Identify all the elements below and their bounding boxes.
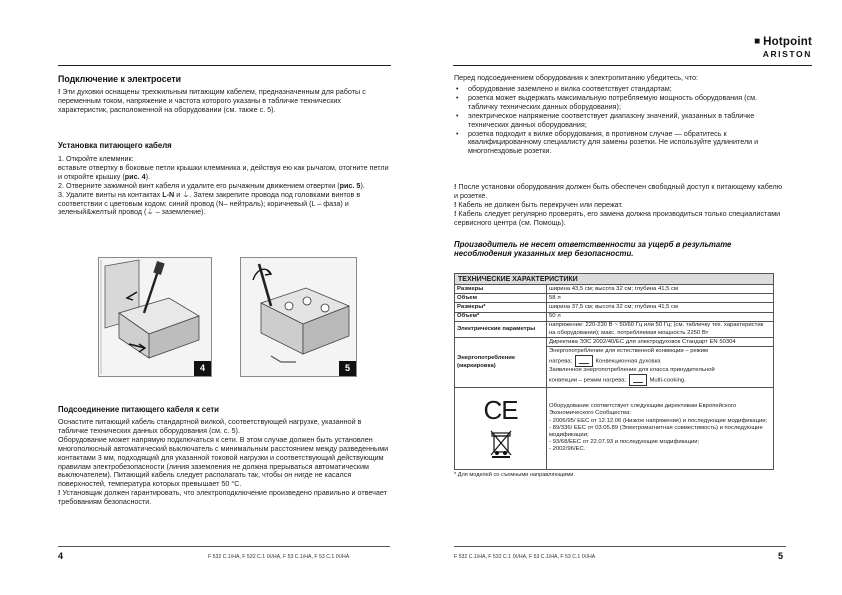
mains-para-1: Оснастите питающий кабель стандартной вилкой, соответствующей нагрузке, указанной в табличке технических данных оборудования (см. с. 5).: [58, 417, 362, 435]
top-rule: [453, 65, 812, 66]
brand-name: Hotpoint: [763, 36, 812, 48]
sub-heading-cable: Установка питающего кабеля: [58, 141, 172, 150]
table-row: Объем* 50 л: [455, 312, 774, 321]
footer-rule: [454, 546, 786, 547]
page-number: 4: [58, 551, 64, 561]
table-row: [455, 387, 774, 469]
figure-number-5: 5: [339, 361, 356, 376]
safety-note: ! После установки оборудования должен быть обеспечен свободный доступ к питающему кабелю и розетке.: [454, 182, 783, 200]
check-item: • розетка может выдержать максимальную потребляемую мощность оборудования (см. табличку технических данных оборудования);: [468, 94, 786, 112]
brand-square-icon: ■: [754, 36, 761, 47]
oven-fan-icon: [629, 374, 647, 386]
step-1b: вставьте отвертку в боковые петли крышки клеммника и, действуя ею как рычагом, отогните петли и откройте крышку (рис. 4).: [58, 162, 389, 181]
table-row: [455, 338, 774, 347]
energy-value: Энергопотребление для естественной конвекции – режим нагрева: Конвекционная духовка Заявленное энергопотребление для класса принудительной конвекции – режим нагрева: Multi-cooking.: [547, 347, 774, 387]
electrical-label: Электрические параметры: [455, 321, 547, 337]
figure-4-terminal-cover: [98, 257, 212, 377]
table-row: Размеры ширина 43,5 см; высота 32 см; глубина 41,5 см: [455, 285, 774, 294]
figure-number-4: 4: [194, 361, 211, 376]
safety-note: ! Кабель следует регулярно проверять, его замена должна производиться только специалистами сервисного центра (см. Помощь).: [454, 208, 781, 227]
safety-notes: [454, 183, 786, 228]
check-list: [454, 85, 786, 156]
safety-note: ! Кабель не должен быть перекручен или пережат.: [454, 199, 624, 209]
check-item: • розетка подходит к вилке оборудования, в противном случае — обратитесь к квалифицированному специалисту для замены розетки. Не используйте удлинители и многогнездовые розетки.: [468, 130, 786, 157]
table-row: Объем 58 л: [455, 294, 774, 303]
intro-text: Эти духовки оснащены трехжильным питающим кабелем, предназначенным для работы с переменным током, напряжение и частота которого указаны в табличке технических характеристик, расположенной на оборудовании (см. также с. 5).: [58, 87, 366, 114]
footer-rule: [58, 546, 390, 547]
table-row: Размеры* ширина 37,5 см; высота 32 см; глубина 41,5 см: [455, 303, 774, 312]
top-rule: [58, 65, 391, 66]
brand-logo: [754, 36, 812, 59]
step-2: 2. Отверните зажимной винт кабеля и удалите его рычажным движением отвертки (рис. 5).: [58, 180, 365, 190]
step-1: 1. Откройте клеммник:: [58, 154, 134, 163]
emc-value: Директива ЭЗС 2002/40/ЕС для электродуховок Стандарт EN 50304: [547, 338, 774, 347]
directives-cell: Оборудование соответствует следующим директивам Европейского Экономического Сообщества: - 2006/95/ EEC от 12.12.06 (Низкое напряжение) и последующие модификации; - 89/336/ EEC от 03.05.89 (Электромагнитная совместимость) и последующие модификации; - 93/68/EEC от 22.07.93 и последующие модификации; - 2002/96/EC.: [547, 387, 774, 469]
liability-warning: Производитель не несет ответственности за ущерб в результате несоблюдения указанных мер безопасности.: [454, 240, 732, 259]
weee-bin-icon: [490, 430, 512, 458]
mains-para-2: Оборудование может напрямую подключаться к сети. В этом случае должен быть установлен многополюсный автоматический выключатель с минимальным расстоянием между разведенными контактами 3 мм, подходящий для указанной токовой нагрузки и соответствующий действующим правилам электробезопасности (линия заземления не должна прерываться автоматическим выключателем). Питающий кабель следует располагать так, чтобы он нигде не касался поверхностей, температура которых превышает 50 °C.: [58, 434, 389, 489]
tech-specs-table: [454, 273, 774, 470]
footer-models: F 532 C.1/HA, F 532 C.1 IX/HA, F 53 C.1/HA, F 53 C.1 IX/HA: [208, 554, 350, 560]
tech-table-wrap: [454, 273, 774, 478]
footer-models: F 532 C.1/HA, F 532 C.1 IX/HA, F 53 C.1/HA, F 53 C.1 IX/HA: [454, 554, 596, 560]
mains-section-body: [58, 418, 390, 507]
electrical-value: напряжение: 220-230 В ~ 50/60 Гц или 50 Гц; (см. табличку тех. характеристик на оборудовании); макс. потребляемая мощность 2250 Вт: [547, 321, 774, 337]
mains-para-3: ! Установщик должен гарантировать, что электроподключение произведено правильно и отвечает требованиям безопасности.: [58, 488, 387, 507]
warning-mark: !: [58, 87, 61, 96]
ce-mark-icon: CE: [483, 394, 518, 425]
cable-clamp-illustration: [241, 258, 356, 376]
terminal-cover-illustration: [99, 258, 211, 376]
check-item: • электрическое напряжение соответствует диапазону значений, указанных в табличке технических данных оборудования;: [468, 112, 786, 130]
pre-connection-intro: Перед подсоединением оборудования к электропитанию убедитесь, что:: [454, 73, 698, 82]
compliance-marks: [455, 387, 547, 469]
right-page: [421, 0, 842, 595]
section-heading-connection: Подключение к электросети: [58, 74, 182, 84]
table-row: [455, 321, 774, 337]
install-steps: [58, 155, 390, 217]
intro-paragraph: [58, 88, 388, 115]
step-3: 3. Удалите винты на контактах L-N и ⏚. Затем закрепите провода под головками винтов в соответствии с цветовым кодом: синий провод (N– нейтраль); коричневый (L – фаза) и зеленый&желтый провод (⏚ – заземление).: [58, 189, 361, 217]
section-heading-mains: Подсоединение питающего кабеля к сети: [58, 405, 219, 414]
figure-5-cable-clamp: [240, 257, 357, 377]
table-title: ТЕХНИЧЕСКИЕ ХАРАКТЕРИСТИКИ: [455, 274, 774, 285]
brand-sub: ARISTON: [762, 49, 812, 59]
energy-label: Энергопотребление (маркировка): [455, 338, 547, 388]
page-number: 5: [778, 551, 784, 561]
check-item: • оборудование заземлено и вилка соответствует стандартам;: [468, 85, 786, 94]
oven-natural-icon: [575, 355, 593, 367]
table-footnote: * Для моделей со съемными направляющими.: [454, 471, 575, 478]
